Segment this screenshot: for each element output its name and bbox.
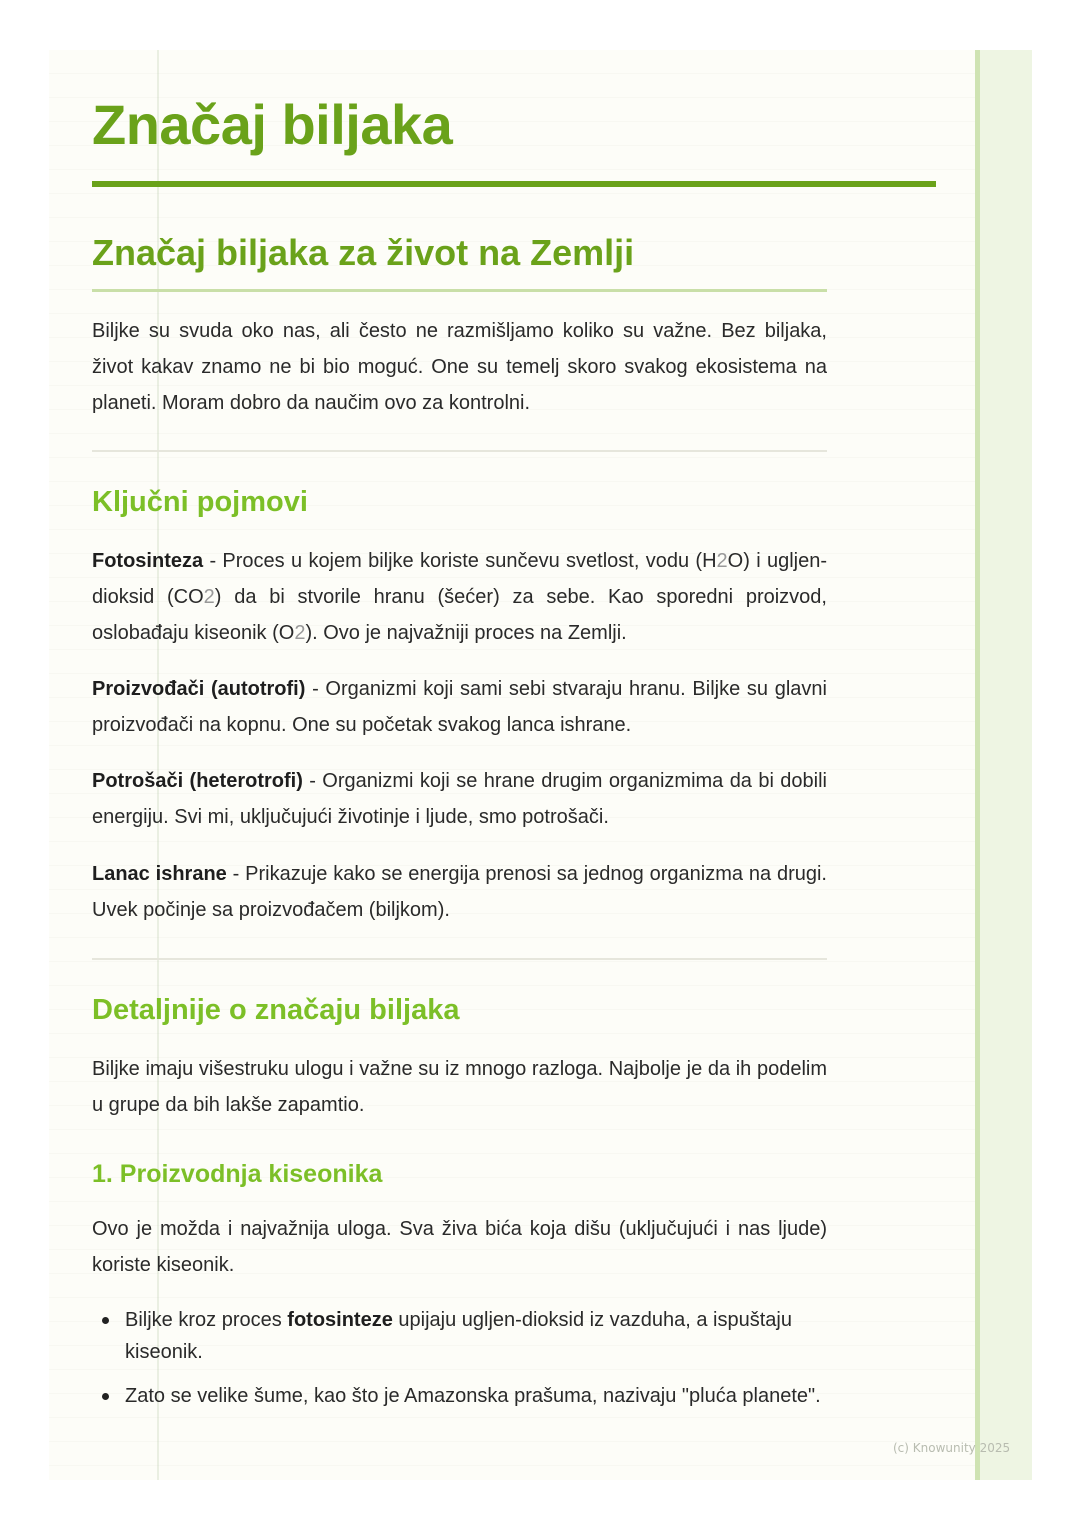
bullet-list bbox=[92, 1304, 827, 1424]
bullet-dot-icon bbox=[102, 1393, 109, 1400]
term-text: ) da bi stvorile hranu (šećer) za sebe. Kao sporedni proizvod, oslobađaju kiseonik (O bbox=[92, 586, 827, 644]
bullet-text: Zato se velike šume, kao što je Amazonska prašuma, nazivaju "pluća planete". bbox=[125, 1385, 821, 1407]
term-text: - Organizmi koji sami sebi stvaraju hranu. Biljke su glavni proizvođači na kopnu. One su početak svakog lanca ishrane. bbox=[92, 678, 827, 736]
divider bbox=[92, 450, 827, 452]
term-lanac-ishrane bbox=[92, 856, 827, 928]
term-text: - Prikazuje kako se energija prenosi sa jednog organizma na drugi. Uvek počinje sa proizvođačem (biljkom). bbox=[92, 863, 827, 921]
details-intro-paragraph: Biljke imaju višestruku ulogu i važne su iz mnogo razloga. Najbolje je da ih podelim u grupe da bih lakše zapamtio. bbox=[92, 1058, 827, 1116]
document-title: Značaj biljaka bbox=[92, 93, 453, 156]
term-label: Lanac ishrane bbox=[92, 863, 227, 885]
title-underline bbox=[92, 181, 936, 187]
term-proizvodjaci bbox=[92, 671, 827, 743]
list-item bbox=[92, 1380, 827, 1412]
right-margin-strip bbox=[975, 50, 1032, 1480]
subsection-heading: 1. Proizvodnja kiseonika bbox=[92, 1160, 383, 1188]
term-text: O) i ugljen-dioksid (CO bbox=[92, 550, 827, 608]
copyright-footer: (c) Knowunity 2025 bbox=[893, 1441, 1011, 1455]
intro-paragraph: Biljke su svuda oko nas, ali često ne razmišljamo koliko su važne. Bez biljaka, život kakav znamo ne bi bio moguć. One su temelj skoro svakog ekosistema na planeti. Moram dobro da naučim ovo za kontrolni. bbox=[92, 320, 827, 414]
document-page bbox=[49, 50, 1032, 1480]
details-heading: Detaljnije o značaju biljaka bbox=[92, 994, 460, 1026]
bullet-dot-icon bbox=[102, 1317, 109, 1324]
subsection-paragraph: Ovo je možda i najvažnija uloga. Sva živa bića koja dišu (uključujući i nas ljude) koriste kiseonik. bbox=[92, 1218, 827, 1276]
subscript-two: 2 bbox=[716, 550, 728, 572]
section-title-underline bbox=[92, 289, 827, 292]
bullet-text: Biljke kroz proces bbox=[125, 1309, 288, 1331]
term-fotosinteza bbox=[92, 543, 827, 651]
bullet-text: upijaju ugljen-dioksid iz vazduha, a ispuštaju kiseonik. bbox=[125, 1309, 792, 1363]
term-text: ). Ovo je najvažniji proces na Zemlji. bbox=[305, 622, 627, 644]
term-text: - Organizmi koji se hrane drugim organizmima da bi dobili energiju. Svi mi, uključujući životinje i ljude, smo potrošači. bbox=[92, 770, 827, 828]
term-label: Proizvođači (autotrofi) bbox=[92, 678, 306, 700]
term-potrosaci bbox=[92, 763, 827, 835]
key-terms-heading: Ključni pojmovi bbox=[92, 486, 308, 518]
list-item bbox=[92, 1304, 827, 1368]
term-text: - Proces u kojem biljke koriste sunčevu svetlost, vodu (H bbox=[203, 550, 717, 572]
section-title: Značaj biljaka za život na Zemlji bbox=[92, 232, 635, 273]
divider bbox=[92, 958, 827, 960]
term-label: Fotosinteza bbox=[92, 550, 204, 572]
subscript-two: 2 bbox=[203, 586, 215, 608]
bullet-bold-text: fotosinteze bbox=[287, 1309, 393, 1331]
term-label: Potrošači (heterotrofi) bbox=[92, 770, 303, 792]
subscript-two: 2 bbox=[294, 622, 306, 644]
